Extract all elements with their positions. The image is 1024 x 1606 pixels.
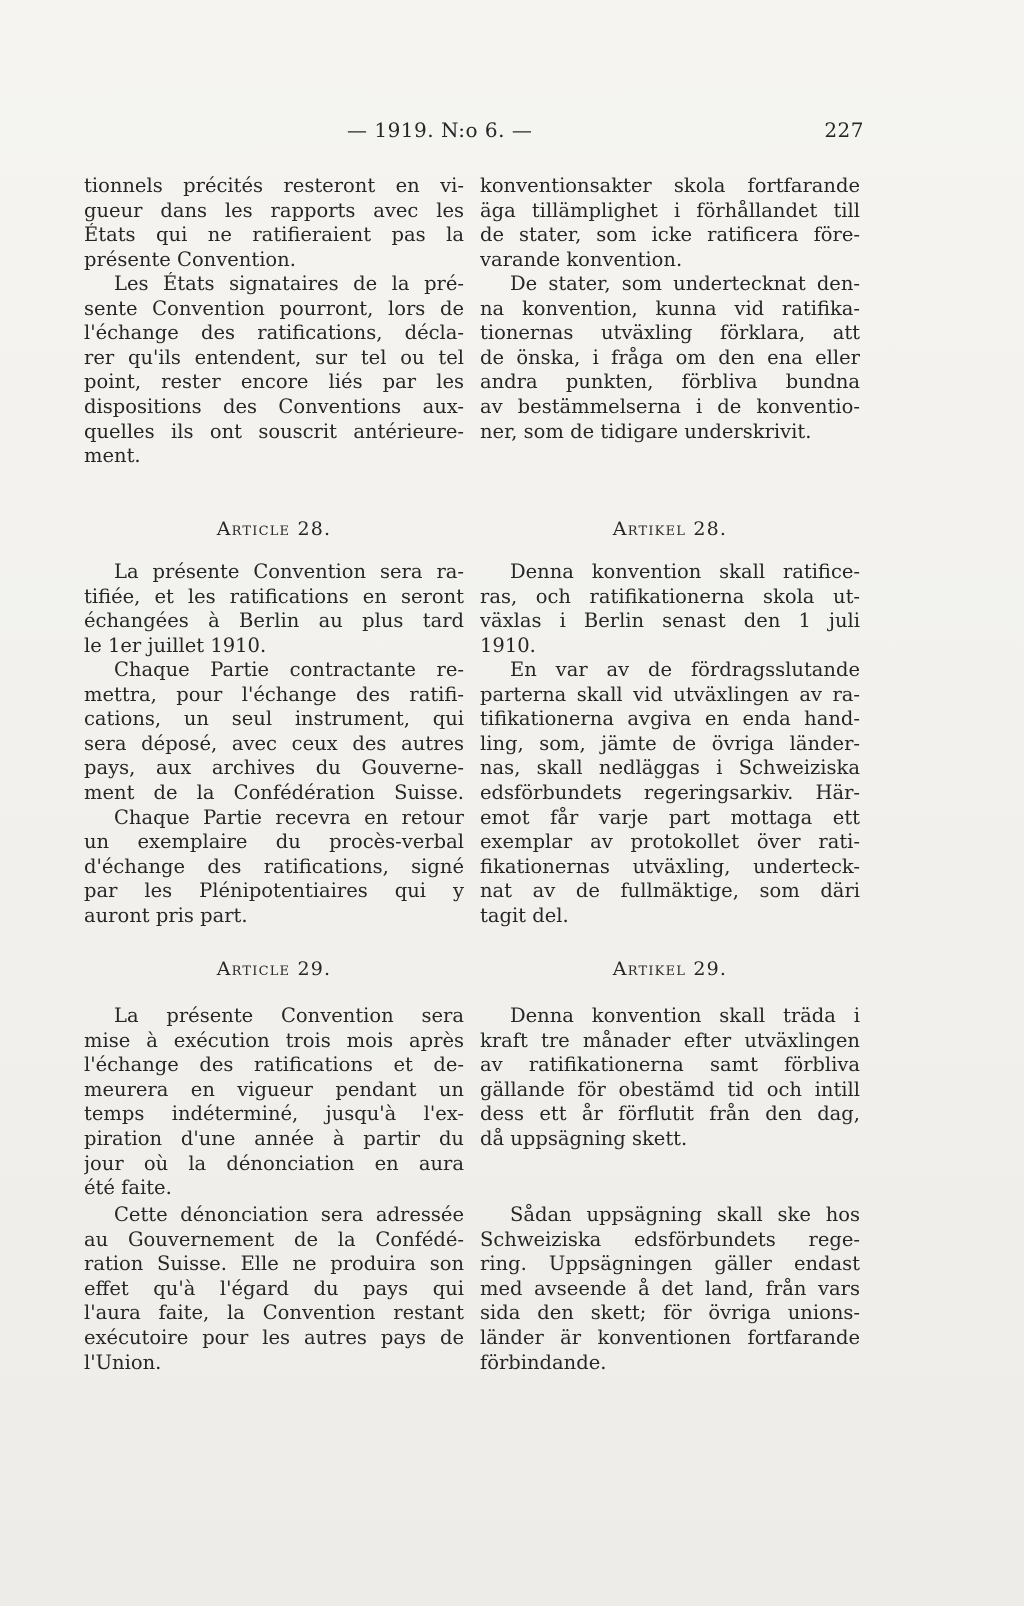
text-line: na konvention, kunna vid ratifika-: [480, 296, 860, 320]
text-line: mise à exécution trois mois après: [84, 1028, 464, 1052]
text-line: temps indéterminé, jusqu'à l'ex-: [84, 1102, 464, 1126]
text-line: ration Suisse. Elle ne produira son: [84, 1252, 464, 1276]
french-article-29-paragraph-2: [84, 1203, 464, 1375]
text-line: jour où la dénonciation en aura: [84, 1151, 464, 1175]
text-line: meurera en vigueur pendant un: [84, 1077, 464, 1101]
text-line: varande konvention.: [480, 247, 683, 271]
text-line: de stater, som icke ratificera före-: [480, 223, 860, 247]
text-line: De stater, som undertecknat den-: [510, 272, 860, 295]
text-line: nas, skall nedläggas i Schweiziska: [480, 756, 860, 780]
text-line: l'échange des ratifications et de-: [84, 1053, 464, 1077]
text-line: med avseende å det land, från vars: [480, 1276, 860, 1300]
text-line: tifiée, et les ratifications en seront: [84, 584, 464, 608]
text-line: då uppsägning skett.: [480, 1126, 688, 1150]
text-line: Les États signataires de la pré-: [114, 272, 464, 295]
text-line: rer qu'ils entendent, sur tel ou tel: [84, 345, 464, 369]
text-line: 1910.: [480, 633, 536, 657]
text-line: sera déposé, avec ceux des autres: [84, 731, 464, 755]
text-line: Chaque Partie contractante re-: [114, 658, 464, 681]
text-line: förbindande.: [480, 1350, 607, 1374]
text-line: sente Convention pourront, lors de: [84, 296, 464, 320]
text-line: quelles ils ont souscrit antérieure-: [84, 419, 464, 443]
text-line: av bestämmelserna i de konventio-: [480, 394, 860, 418]
text-line: ling, som, jämte de övriga länder-: [480, 731, 860, 755]
text-line: ras, och ratifikationerna skola ut-: [480, 584, 860, 608]
french-article-28-paragraph-2: [84, 658, 464, 929]
text-line: présente Convention.: [84, 247, 296, 271]
text-line: point, rester encore liés par les: [84, 370, 464, 394]
text-line: dess ett år förflutit från den dag,: [480, 1102, 860, 1126]
text-line: fikationernas utväxling, underteck-: [480, 854, 860, 878]
text-line: La présente Convention sera: [114, 1004, 464, 1027]
swedish-intro-paragraph-2: [480, 272, 860, 444]
text-line: äga tillämplighet i förhållandet till: [480, 198, 860, 222]
text-line: mettra, pour l'échange des ratifi-: [84, 682, 464, 706]
swedish-intro-paragraph: [480, 174, 860, 272]
text-line: En var av de fördragsslutande: [510, 658, 860, 681]
text-line: cations, un seul instrument, qui: [84, 707, 464, 731]
text-line: l'échange des ratifications, décla-: [84, 321, 464, 345]
french-article-28-heading: Article 28.: [216, 518, 332, 540]
french-article-29-heading: Article 29.: [216, 958, 332, 980]
swedish-article-28-paragraph-1: [480, 560, 860, 658]
text-line: gueur dans les rapports avec les: [84, 198, 464, 222]
text-line: pays, aux archives du Gouverne-: [84, 756, 464, 780]
text-line: tionernas utväxling förklara, att: [480, 321, 860, 345]
text-line: parterna skall vid utväxlingen av ra-: [480, 682, 860, 706]
text-line: av ratifikationerna samt förbliva: [480, 1053, 860, 1077]
text-line: sida den skett; för övriga unions-: [480, 1301, 860, 1325]
text-line: l'Union.: [84, 1350, 162, 1374]
text-line: dispositions des Conventions aux-: [84, 394, 464, 418]
text-line: kraft tre månader efter utväxlingen: [480, 1028, 860, 1052]
text-line: effet qu'à l'égard du pays qui: [84, 1276, 464, 1300]
text-line: växlas i Berlin senast den 1 juli: [480, 609, 860, 633]
text-line: exemplar av protokollet över rati-: [480, 830, 860, 854]
page-header: [0, 118, 1024, 148]
running-head: — 1919. N:o 6. —: [347, 118, 533, 142]
text-line: exécutoire pour les autres pays de: [84, 1325, 464, 1349]
text-line: été faite.: [84, 1176, 172, 1200]
text-line: Denna konvention skall träda i: [510, 1004, 860, 1027]
french-intro-paragraph: [84, 174, 464, 272]
swedish-article-28-heading: Artikel 28.: [612, 518, 728, 540]
french-article-28-paragraph-1: [84, 560, 464, 658]
text-line: emot får varje part mottaga ett: [480, 805, 860, 829]
text-line: länder är konventionen fortfarande: [480, 1325, 860, 1349]
text-line: par les Plénipotentiaires qui y: [84, 879, 464, 903]
text-line: le 1er juillet 1910.: [84, 633, 267, 657]
text-line: ment de la Confédération Suisse.: [84, 780, 464, 804]
text-line: ment.: [84, 444, 141, 468]
text-line: Denna konvention skall ratifice-: [510, 560, 860, 583]
text-line: La présente Convention sera ra-: [114, 560, 464, 583]
text-line: ring. Uppsägningen gäller endast: [480, 1252, 860, 1276]
swedish-article-29-paragraph-1: [480, 1004, 860, 1152]
text-line: tionnels précités resteront en vi-: [84, 174, 464, 197]
page-number: 227: [824, 118, 864, 142]
text-line: ner, som de tidigare underskrivit.: [480, 419, 812, 443]
text-line: au Gouvernement de la Confédé-: [84, 1227, 464, 1251]
text-line: gällande för obestämd tid och intill: [480, 1077, 860, 1101]
text-line: konventionsakter skola fortfarande: [480, 174, 860, 197]
text-line: Cette dénonciation sera adressée: [114, 1203, 464, 1226]
text-line: andra punkten, förbliva bundna: [480, 370, 860, 394]
text-line: tagit del.: [480, 903, 569, 927]
text-line: l'aura faite, la Convention restant: [84, 1301, 464, 1325]
swedish-article-28-paragraph-2: [480, 658, 860, 929]
french-intro-paragraph-2: [84, 272, 464, 469]
swedish-article-29-heading: Artikel 29.: [612, 958, 728, 980]
french-article-29-paragraph-1: [84, 1004, 464, 1201]
text-line: edsförbundets regeringsarkiv. Här-: [480, 780, 860, 804]
text-line: Schweiziska edsförbundets rege-: [480, 1227, 860, 1251]
text-line: de önska, i fråga om den ena eller: [480, 345, 860, 369]
text-line: tifikationerna avgiva en enda hand-: [480, 707, 860, 731]
text-line: auront pris part.: [84, 903, 248, 927]
text-line: États qui ne ratifieraient pas la: [84, 223, 464, 247]
swedish-article-29-paragraph-2: [480, 1203, 860, 1375]
text-line: échangées à Berlin au plus tard: [84, 609, 464, 633]
text-line: nat av de fullmäktige, som däri: [480, 879, 860, 903]
text-line: Sådan uppsägning skall ske hos: [510, 1203, 860, 1226]
text-line: piration d'une année à partir du: [84, 1126, 464, 1150]
text-line: d'échange des ratifications, signé: [84, 854, 464, 878]
text-line: Chaque Partie recevra en retour: [114, 805, 464, 829]
text-line: un exemplaire du procès-verbal: [84, 830, 464, 854]
